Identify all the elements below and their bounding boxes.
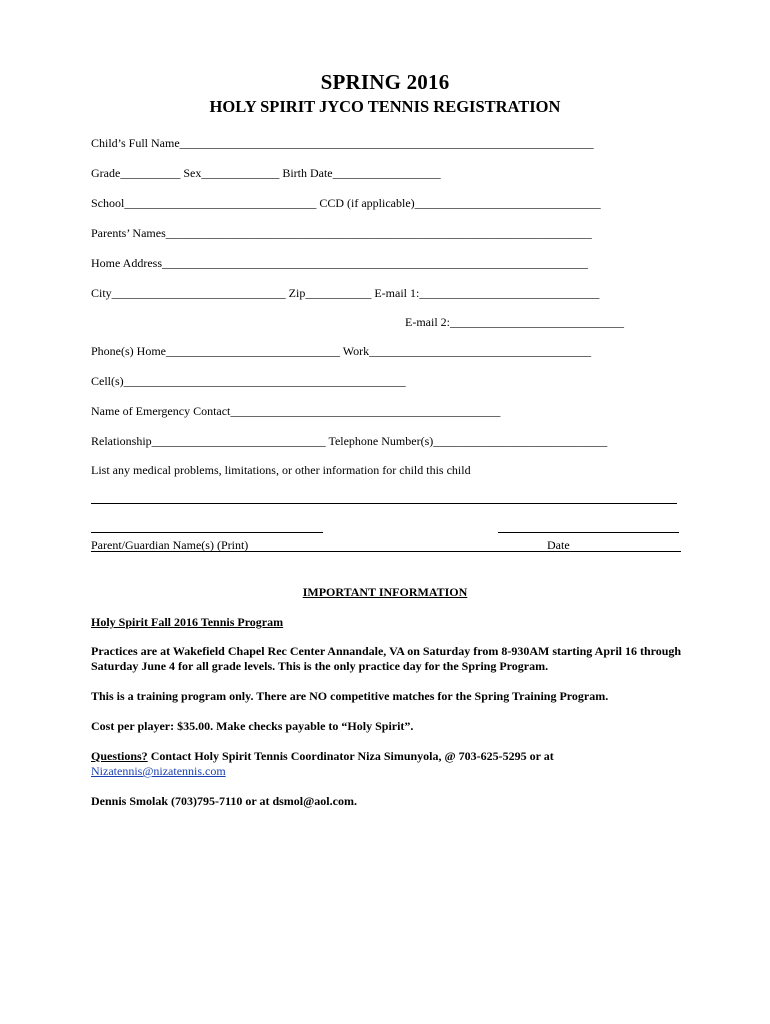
medical-info-label: List any medical problems, limitations, or other information for child this child (91, 463, 471, 477)
parents-names-field[interactable]: Parents’ Names_______________________________________________________________________ (91, 226, 592, 240)
guardian-signature-line[interactable] (91, 532, 323, 533)
medical-info-line[interactable] (91, 503, 677, 504)
questions-text: Contact Holy Spirit Tennis Coordinator Niza Simunyola, @ 703-625-5295 or at (147, 749, 554, 763)
phone-fields[interactable]: Phone(s) Home_____________________________ Work_____________________________________ (91, 344, 592, 358)
program-title: Holy Spirit Fall 2016 Tennis Program (91, 615, 284, 629)
city-zip-email1-fields[interactable]: City_____________________________ Zip___________ E-mail 1:______________________________ (91, 286, 600, 300)
form-subtitle: HOLY SPIRIT JYCO TENNIS REGISTRATION (209, 97, 561, 116)
training-info: This is a training program only. There are NO competitive matches for the Spring Training Program. (91, 689, 609, 703)
emergency-contact-field[interactable]: Name of Emergency Contact_____________________________________________ (91, 404, 501, 418)
questions-label: Questions? (91, 749, 148, 763)
dennis-contact-info: Dennis Smolak (703)795-7110 or at dsmol@aol.com. (91, 794, 357, 808)
email2-field[interactable]: E-mail 2:_____________________________ (405, 315, 624, 329)
guardian-name-label: Parent/Guardian Name(s) (Print) (91, 538, 249, 552)
important-info-heading: IMPORTANT INFORMATION (302, 585, 468, 599)
date-signature-line[interactable] (498, 532, 679, 533)
date-label: Date (547, 538, 570, 552)
coordinator-email-link[interactable]: Nizatennis@nizatennis.com (91, 764, 226, 778)
relationship-telephone-fields[interactable]: Relationship_____________________________ Telephone Number(s)_____________________________ (91, 434, 608, 448)
questions-info (91, 749, 691, 779)
grade-sex-birthdate-fields[interactable]: Grade__________ Sex_____________ Birth Date__________________ (91, 166, 441, 180)
practices-info: Practices are at Wakefield Chapel Rec Center Annandale, VA on Saturday from 8-930AM starting April 16 through Saturday June 4 for all grade levels. This is the only practice day for the Spring Program. (91, 644, 682, 673)
cell-field[interactable]: Cell(s)_______________________________________________ (91, 374, 406, 388)
cost-info: Cost per player: $35.00. Make checks payable to “Holy Spirit”. (91, 719, 414, 733)
child-name-field[interactable]: Child’s Full Name_____________________________________________________________________ (91, 136, 594, 150)
page-title: SPRING 2016 (320, 70, 450, 94)
school-ccd-fields[interactable]: School________________________________ CCD (if applicable)_______________________________ (91, 196, 601, 210)
home-address-field[interactable]: Home Address_______________________________________________________________________ (91, 256, 588, 270)
